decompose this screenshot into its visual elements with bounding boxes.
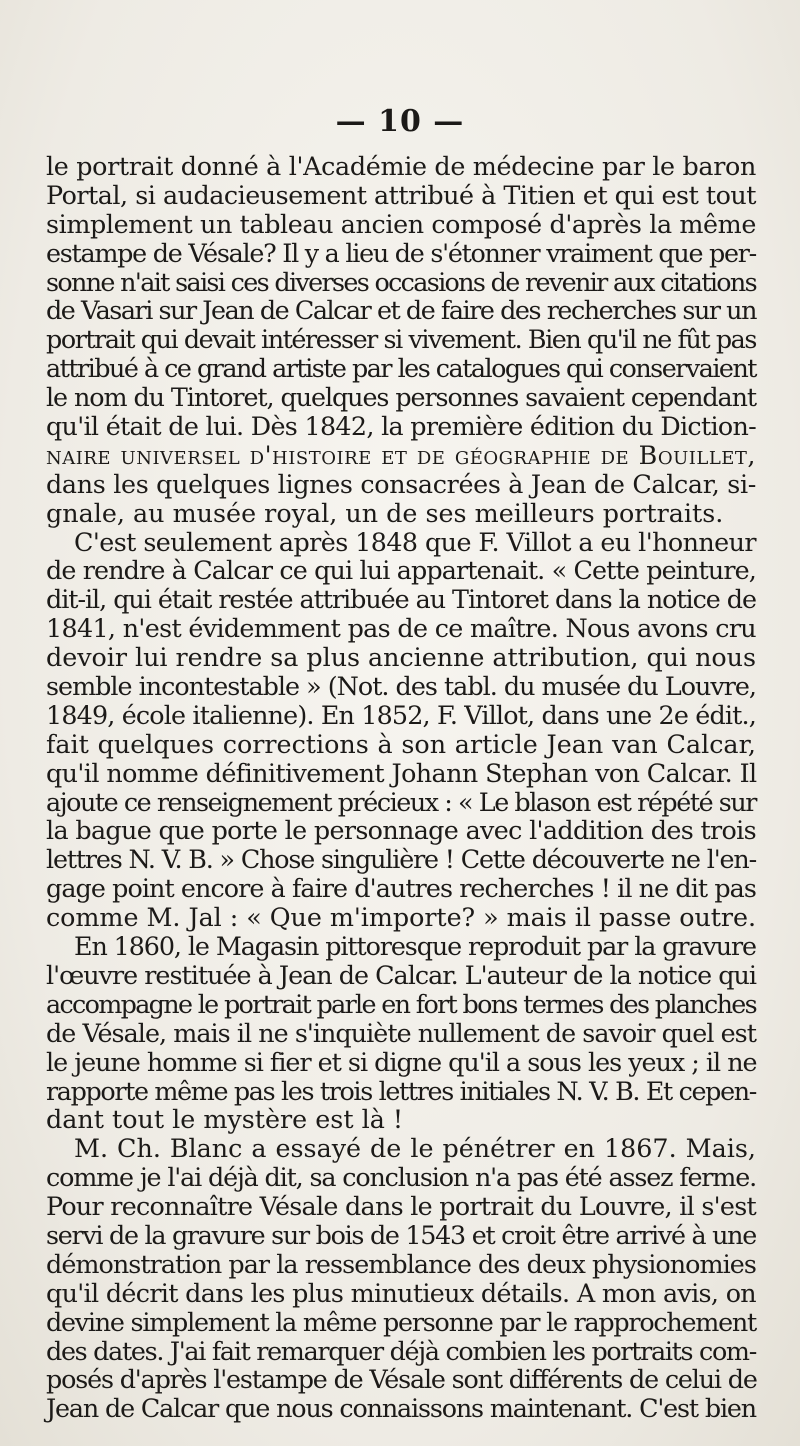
text-line: gage point encore à faire d'autres recherches ! il ne dit pas	[46, 873, 756, 904]
text-line: estampe de Vésale? Il y a lieu de s'étonner vraiment que per-	[46, 237, 756, 268]
text-line: fait quelques corrections à son article Jean van Calcar,	[46, 728, 756, 759]
text-line: En 1860, le Magasin pittoresque reproduit par la gravure	[74, 931, 756, 962]
text-line: qu'il nomme définitivement Johann Stephan von Calcar. Il	[46, 757, 757, 788]
text-line: posés d'après l'estampe de Vésale sont différents de celui de	[46, 1364, 757, 1395]
text-line: C'est seulement après 1848 que F. Villot a eu l'honneur	[74, 526, 756, 557]
text-line: de Vasari sur Jean de Calcar et de faire des recherches sur un	[46, 295, 756, 326]
text-line: Portal, si audacieusement attribué à Titien et qui est tout	[46, 179, 756, 210]
text-line: gnale, au musée royal, un de ses meilleurs portraits.	[46, 497, 724, 528]
text-line: ajoute ce renseignement précieux : « Le blason est répété sur	[46, 786, 756, 817]
text-line: l'œuvre restituée à Jean de Calcar. L'auteur de la notice qui	[46, 959, 757, 990]
text-line: servi de la gravure sur bois de 1543 et croit être arrivé à une	[46, 1219, 756, 1250]
page-number: — 10 —	[335, 104, 465, 139]
text-line: accompagne le portrait parle en fort bons termes des planches	[46, 988, 756, 1019]
text-line: devoir lui rendre sa plus ancienne attribution, qui nous	[46, 642, 756, 673]
text-line: 1841, n'est évidemment pas de ce maître. Nous avons cru	[46, 613, 756, 644]
text-line: Pour reconnaître Vésale dans le portrait du Louvre, il s'est	[46, 1191, 756, 1222]
text-line: de rendre à Calcar ce qui lui appartenait. « Cette peinture,	[46, 555, 756, 586]
body-text	[46, 152, 756, 1423]
text-line: rapporte même pas les trois lettres initiales N. V. B. Et cepen-	[46, 1075, 756, 1106]
text-line: qu'il décrit dans les plus minutieux détails. A mon avis, on	[46, 1277, 756, 1308]
text-line: la bague que porte le personnage avec l'addition des trois	[46, 815, 756, 846]
text-line: 1849, école italienne). En 1852, F. Villot, dans une 2e édit.,	[46, 699, 756, 730]
text-line: simplement un tableau ancien composé d'après la même	[46, 208, 756, 239]
text-line: le portrait donné à l'Académie de médecine par le baron	[46, 151, 756, 181]
text-line: attribué à ce grand artiste par les catalogues qui conservaient	[46, 353, 756, 384]
text-line: devine simplement la même personne par le rapprochement	[46, 1306, 756, 1337]
text-line: Jean de Calcar que nous connaissons maintenant. C'est bien	[46, 1393, 756, 1424]
text-line: démonstration par la ressemblance des deux physionomies	[46, 1248, 756, 1279]
text-line: de Vésale, mais il ne s'inquiète nullement de savoir quel est	[46, 1017, 756, 1048]
text-line: qu'il était de lui. Dès 1842, la première édition du Diction-	[46, 411, 756, 442]
text-line: M. Ch. Blanc a essayé de le pénétrer en 1867. Mais,	[74, 1133, 756, 1164]
text-line: le jeune homme si fier et si digne qu'il a sous les yeux ; il ne	[46, 1046, 757, 1077]
text-line: lettres N. V. B. » Chose singulière ! Cette découverte ne l'en-	[46, 844, 756, 875]
text-line: dit-il, qui était restée attribuée au Tintoret dans la notice de	[46, 584, 756, 615]
text-line: comme M. Jal : « Que m'importe? » mais il passe outre.	[46, 902, 756, 933]
text-line: portrait qui devait intéresser si vivement. Bien qu'il ne fût pas	[46, 324, 756, 355]
text-line: dans les quelques lignes consacrées à Jean de Calcar, si-	[46, 468, 756, 499]
text-line: des dates. J'ai fait remarquer déjà combien les portraits com-	[46, 1335, 756, 1366]
text-line: naire universel d'histoire et de géographie de Bouillet,	[46, 439, 756, 470]
text-line: semble incontestable » (Not. des tabl. du musée du Louvre,	[46, 671, 756, 702]
text-line: dant tout le mystère est là !	[46, 1104, 404, 1135]
text-line: sonne n'ait saisi ces diverses occasions de revenir aux citations	[46, 266, 756, 297]
text-line: le nom du Tintoret, quelques personnes savaient cependant	[46, 382, 756, 413]
text-line: comme je l'ai déjà dit, sa conclusion n'a pas été assez ferme.	[46, 1162, 756, 1193]
